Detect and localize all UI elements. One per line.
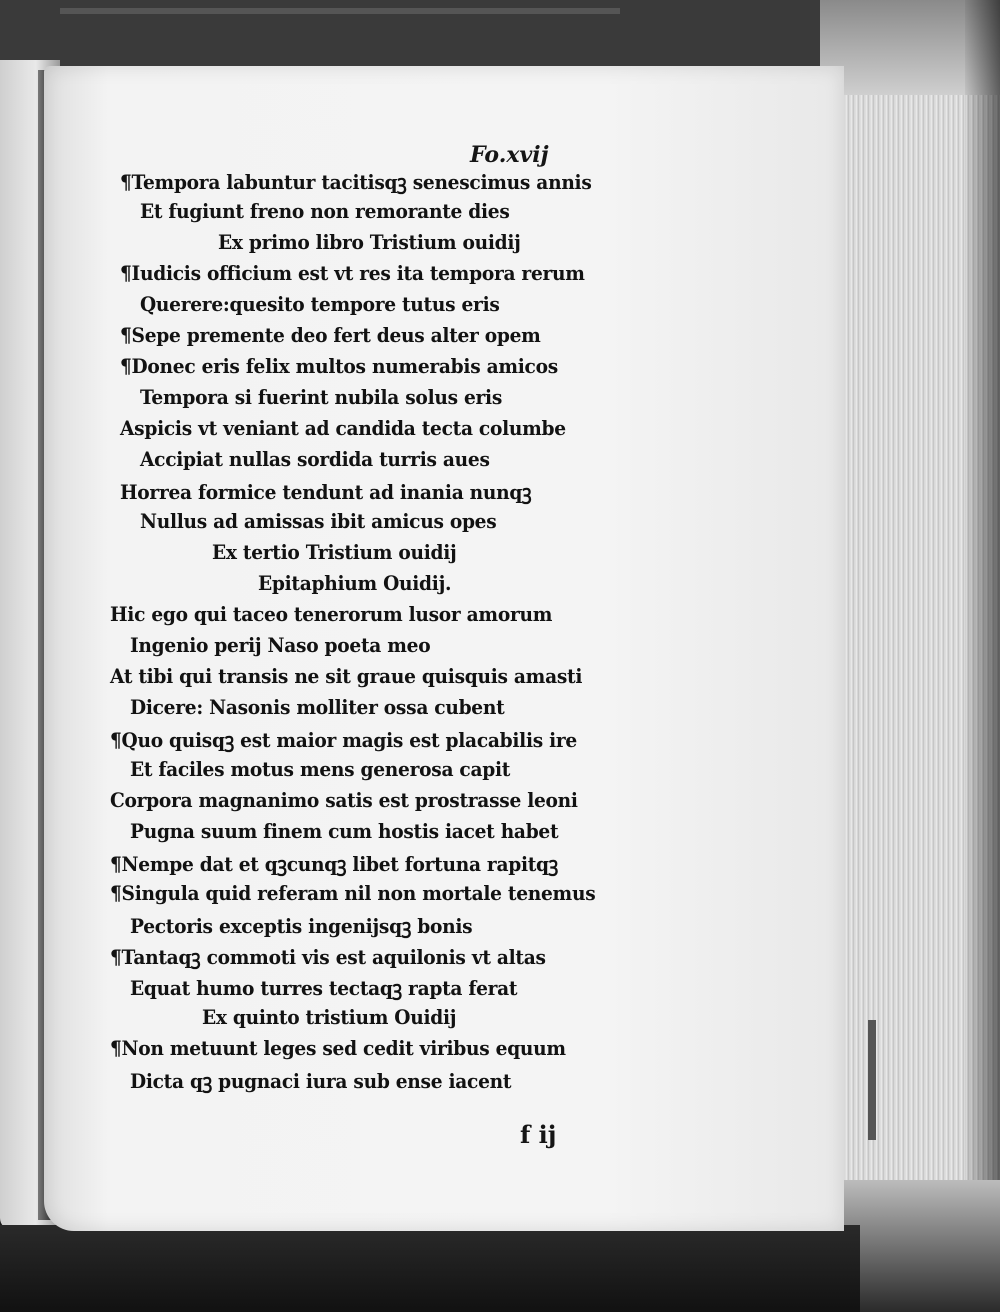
text-line: At tibi qui transis ne sit graue quisquis amasti bbox=[110, 664, 583, 688]
text-line: Et fugiunt freno non remorante dies bbox=[140, 199, 510, 223]
text-line: ¶Non metuunt leges sed cedit viribus equum bbox=[110, 1036, 566, 1060]
text-line: ¶Donec eris felix multos numerabis amicos bbox=[120, 354, 558, 378]
text-line: Tempora si fuerint nubila solus eris bbox=[140, 385, 503, 409]
text-line: Nullus ad amissas ibit amicus opes bbox=[140, 509, 497, 533]
text-line: ¶Iudicis officium est vt res ita tempora rerum bbox=[120, 261, 585, 285]
text-line: Equat humo turres tectaqꝫ rapta ferat bbox=[130, 976, 518, 1000]
text-line: Aspicis vt veniant ad candida tecta columbe bbox=[120, 416, 566, 440]
book-top-highlight bbox=[60, 8, 620, 14]
bottom-shadow bbox=[0, 1225, 860, 1312]
signature-mark: f ij bbox=[520, 1120, 557, 1149]
section-heading: Ex primo libro Tristium ouidij bbox=[218, 230, 521, 254]
text-line: Accipiat nullas sordida turris aues bbox=[140, 447, 490, 471]
text-line: ¶Quo quisqꝫ est maior magis est placabilis ire bbox=[110, 728, 577, 752]
text-line: ¶Nempe dat et qꝫcunqꝫ libet fortuna rapitqꝫ bbox=[110, 852, 558, 876]
text-line: Ingenio perij Naso poeta meo bbox=[130, 633, 431, 657]
text-line: Corpora magnanimo satis est prostrasse leoni bbox=[110, 788, 578, 812]
section-heading: Ex quinto tristium Ouidij bbox=[202, 1005, 457, 1029]
text-line: Pectoris exceptis ingenijsqꝫ bonis bbox=[130, 914, 473, 938]
text-line: Dicta qꝫ pugnaci iura sub ense iacent bbox=[130, 1069, 512, 1093]
text-line: Querere:quesito tempore tutus eris bbox=[140, 292, 500, 316]
text-line: ¶Singula quid referam nil non mortale tenemus bbox=[110, 881, 596, 905]
text-line: Hic ego qui taceo tenerorum lusor amorum bbox=[110, 602, 553, 626]
text-line: Dicere: Nasonis molliter ossa cubent bbox=[130, 695, 505, 719]
text-line: ¶Tempora labuntur tacitisqꝫ senescimus annis bbox=[120, 170, 592, 194]
section-heading: Ex tertio Tristium ouidij bbox=[212, 540, 457, 564]
text-line: Et faciles motus mens generosa capit bbox=[130, 757, 511, 781]
text-line: Horrea formice tendunt ad inania nunqꝫ bbox=[120, 480, 532, 504]
text-line: Pugna suum finem cum hostis iacet habet bbox=[130, 819, 559, 843]
section-heading: Epitaphium Ouidij. bbox=[258, 571, 452, 595]
text-line: ¶Tantaqꝫ commoti vis est aquilonis vt altas bbox=[110, 945, 546, 969]
folio-number: Fo.xvij bbox=[470, 142, 549, 168]
fore-edge-shadow bbox=[965, 0, 1000, 1312]
fore-edge-mark bbox=[868, 1020, 876, 1140]
text-line: ¶Sepe premente deo fert deus alter opem bbox=[120, 323, 541, 347]
